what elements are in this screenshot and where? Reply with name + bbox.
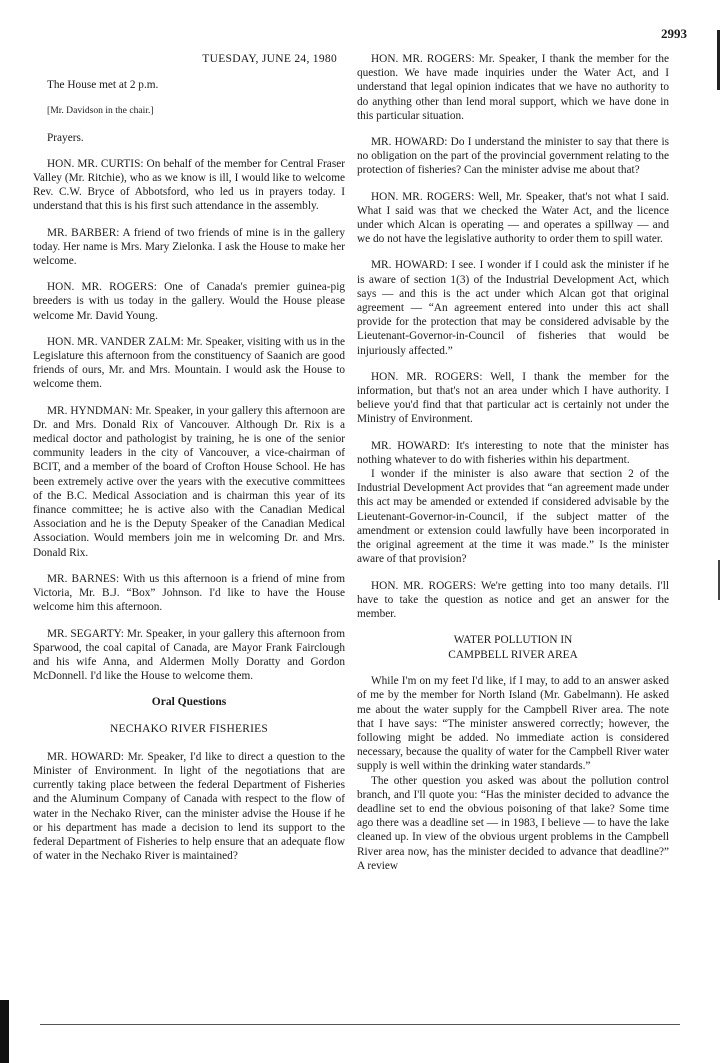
prayers-line: Prayers. <box>47 131 84 144</box>
water-pollution-heading <box>357 633 669 662</box>
right-column <box>357 52 669 885</box>
vander-zalm-paragraph: HON. MR. VANDER ZALM: Mr. Speaker, visiting with us in the Legislature this afternoon from the constituency of Saanich are good friends of ours, Mr. and Mrs. Mountain. I would ask the House to welcome them. <box>33 335 345 391</box>
page-bottom-rule <box>40 1024 680 1025</box>
water-pollution-heading-line2: CAMPBELL RIVER AREA <box>448 648 578 661</box>
howard-section-paragraph: MR. HOWARD: I see. I wonder if I could ask the minister if he is aware of section 1(3) of the Industrial Development Act, which says — and this is the act under which Alcan got that original agreement — “An agreement entered into under this act shall provide for the protection that may be considered advisable by the Lieutenant-Governor-in-Council of fisheries that would be injuriously affected.” <box>357 259 669 357</box>
howard-amendment-paragraph: I wonder if the minister is also aware that section 2 of the Industrial Development Act provides that “an agreement made under this act may be amended or extended if considered advisable by the Lieutenant-Governor-in-Council, if the subject matter of the amendment or extension could lawfully have been incorporated in the original agreement at the time it was made.” Is the minister aware of that provision? <box>357 468 669 566</box>
oral-questions-heading: Oral Questions <box>151 696 227 709</box>
howard-followup-paragraph: MR. HOWARD: Do I understand the minister to say that there is no obligation on the part of the provincial government relating to the protection of fisheries? Can the minister advise me about that? <box>357 136 669 177</box>
chair-note: [Mr. Davidson in the chair.] <box>47 105 154 117</box>
sitting-date: TUESDAY, JUNE 24, 1980 <box>202 53 337 65</box>
hyndman-paragraph: MR. HYNDMAN: Mr. Speaker, in your gallery this afternoon are Dr. and Mrs. Donald Rix of Vancouver. Although Dr. Rix is a medical doctor and pathologist by training, he is one of the senior community leaders in the city of Vancouver, a vice-chairman of BCIT, and a member of the board of Crofton House School. He has been extremely active over the years with the executive committees of the B.C. Medical Association and is chairman this year of its finance committee; he is active also with the Canadian Medical Association and he is the Deputy Speaker of the Canadian Medical Association. Would members join me in welcoming Dr. and Mrs. Donald Rix. <box>33 404 345 559</box>
rogers-guinea-pig-paragraph: HON. MR. ROGERS: One of Canada's premier guinea-pig breeders is with us today in the gallery. Would the House please welcome Mr. David Young. <box>33 281 345 322</box>
curtis-paragraph: HON. MR. CURTIS: On behalf of the member for Central Fraser Valley (Mr. Ritchie), who as we know is ill, I would like to welcome Rev. C.W. Bryce of Abbotsford, who led us in prayers today. I understand that this is his first such attendance in the assembly. <box>33 157 345 213</box>
rogers-answer-paragraph: HON. MR. ROGERS: Mr. Speaker, I thank the member for the question. We have made inquiries under the Water Act, and I understand that legal opinion indicates that we have no authority to do anything other than lend moral support, which we have done in this particular situation. <box>357 53 669 122</box>
rogers-water-act-paragraph: HON. MR. ROGERS: Well, Mr. Speaker, that's not what I said. What I said was that we checked the Water Act, and the licence under which Alcan is operating — and operates a spillway — and we do not have the legislative authority to order them to spill water. <box>357 190 669 246</box>
nechako-heading: NECHAKO RIVER FISHERIES <box>110 722 268 735</box>
pollution-control-paragraph: The other question you asked was about the pollution control branch, and I'll quote you: “Has the minister decided to advance the deadline set to end the obvious poisoning of that lake? Some time ago there was a deadline set — in 1983, I believe — to have the lake cleaned up. In view of the obvious urgent problems in the Campbell River area now, has the minister decided to advance that deadline?” A review <box>357 774 669 872</box>
campbell-river-paragraph: While I'm on my feet I'd like, if I may, to add to an answer asked of me by the member for North Island (Mr. Gabelmann). He asked me about the water supply for the Campbell River area. The note that I have says: “The minister answered correctly; however, the following might be added. No immediate action is considered necessary, because the quality of water for the Campbell River water supply is well within the drinking water standards.” <box>357 675 669 773</box>
opening-line: The House met at 2 p.m. <box>47 79 159 92</box>
scan-binding-mark <box>0 1000 9 1063</box>
howard-fisheries-paragraph: MR. HOWARD: It's interesting to note that the minister has nothing whatever to do with fisheries within his department. <box>357 439 669 466</box>
howard-question-paragraph: MR. HOWARD: Mr. Speaker, I'd like to direct a question to the Minister of Environment. In light of the negotiations that are currently taking place between the federal Department of Fisheries and the Aluminum Company of Canada with respect to the flow of water in the Nechako River, can the minister advise the House if he or his department has made a decision to lend its support to the federal Department of Fisheries to help ensure that an adequate flow of water in the Nechako River is maintained? <box>33 750 345 863</box>
water-pollution-heading-line1: WATER POLLUTION IN <box>453 634 573 647</box>
page-number: 2993 <box>661 26 687 41</box>
barber-paragraph: MR. BARBER: A friend of two friends of mine is in the gallery today. Her name is Mrs. Mary Zielonka. I ask the House to make her welcome. <box>33 226 345 268</box>
segarty-paragraph: MR. SEGARTY: Mr. Speaker, in your gallery this afternoon from Sparwood, the coal capital of Canada, are Mayor Frank Fairclough and his wife Anna, and Aldermen Molly Doratty and Gordon McDonnell. I'd like the House to welcome them. <box>33 627 345 683</box>
barnes-paragraph: MR. BARNES: With us this afternoon is a friend of mine from Victoria, Mr. B.J. “Box” Johnson. I'd like to have the House welcome him this afternoon. <box>33 572 345 614</box>
rogers-notice-paragraph: HON. MR. ROGERS: We're getting into too many details. I'll have to take the question as notice and get an answer for the member. <box>357 579 669 620</box>
left-column <box>33 52 345 875</box>
rogers-authority-paragraph: HON. MR. ROGERS: Well, I thank the member for the information, but that's not an area under which I have authority. I believe you'd find that that particular act is certainly not under the Ministry of Environment. <box>357 370 669 426</box>
